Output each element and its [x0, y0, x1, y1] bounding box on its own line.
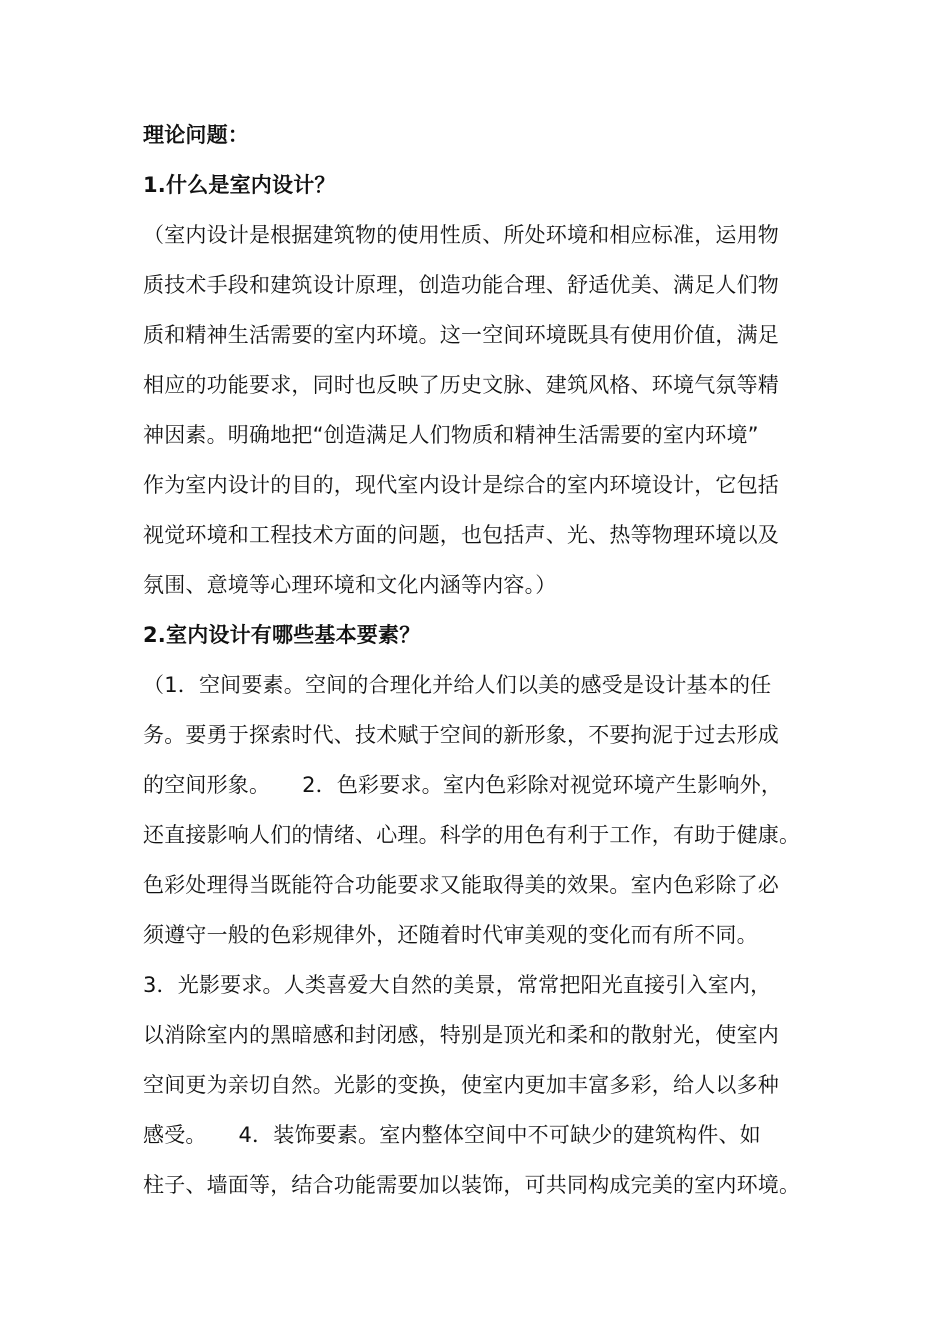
answer-1 [143, 210, 813, 610]
answer-1-line: 相应的功能要求，同时也反映了历史文脉、建筑风格、环境气氛等精 [143, 373, 779, 397]
answer-1-line: 质技术手段和建筑设计原理，创造功能合理、舒适优美、满足人们物 [143, 273, 779, 297]
section-title: 理论问题： [143, 123, 249, 147]
answer-2-line: 务。要勇于探索时代、技术赋于空间的新形象，不要拘泥于过去形成 [143, 723, 779, 747]
answer-2-line: 感受。 4．装饰要素。室内整体空间中不可缺少的建筑构件、如 [143, 1123, 761, 1147]
answer-2-line: 色彩处理得当既能符合功能要求又能取得美的效果。室内色彩除了必 [143, 873, 779, 897]
answer-2-line: （1．空间要素。空间的合理化并给人们以美的感受是设计基本的任 [143, 673, 772, 697]
answer-2-line: 空间更为亲切自然。光影的变换，使室内更加丰富多彩，给人以多种 [143, 1073, 779, 1097]
answer-1-line: 视觉环境和工程技术方面的问题，也包括声、光、热等物理环境以及 [143, 523, 779, 547]
answer-1-line: 氛围、意境等心理环境和文化内涵等内容。） [143, 573, 557, 597]
answer-2-line: 以消除室内的黑暗感和封闭感，特别是顶光和柔和的散射光，使室内 [143, 1023, 779, 1047]
answer-2-line: 柱子、墙面等，结合功能需要加以装饰，可共同构成完美的室内环境。 [143, 1173, 801, 1197]
answer-2 [143, 660, 813, 1210]
answer-1-line: 作为室内设计的目的，现代室内设计是综合的室内环境设计，它包括 [143, 473, 779, 497]
answer-2-line: 的空间形象。 2．色彩要求。室内色彩除对视觉环境产生影响外， [143, 773, 783, 797]
answer-1-line: 质和精神生活需要的室内环境。这一空间环境既具有使用价值，满足 [143, 323, 779, 347]
question-2-heading: 2.室内设计有哪些基本要素？ [143, 623, 421, 647]
answer-1-line: 神因素。明确地把“创造满足人们物质和精神生活需要的室内环境” [143, 423, 759, 447]
answer-2-line: 还直接影响人们的情绪、心理。科学的用色有利于工作，有助于健康。 [143, 823, 801, 847]
answer-2-line: 3．光影要求。人类喜爱大自然的美景，常常把阳光直接引入室内， [143, 973, 772, 997]
document-body [143, 110, 813, 1210]
question-1-heading: 1.什么是室内设计？ [143, 173, 336, 197]
answer-2-line: 须遵守一般的色彩规律外，还随着时代审美观的变化而有所不同。 [143, 923, 758, 947]
answer-1-line: （室内设计是根据建筑物的使用性质、所处环境和相应标准，运用物 [143, 223, 779, 247]
